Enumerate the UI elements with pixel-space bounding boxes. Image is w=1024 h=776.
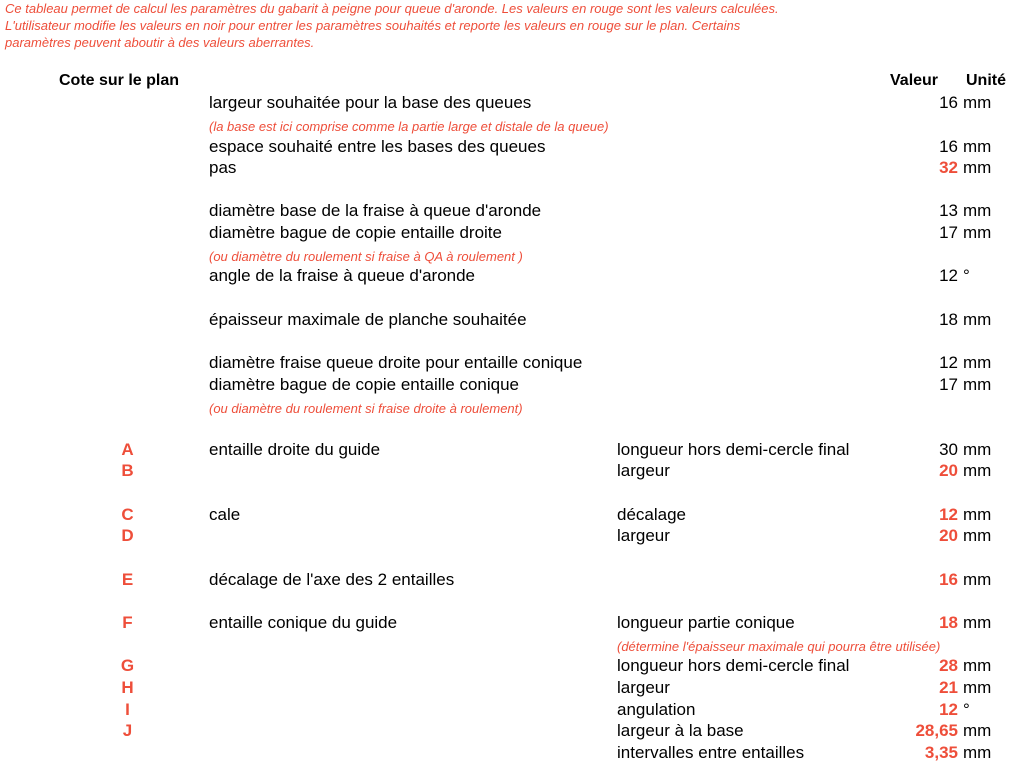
param-sublabel: intervalles entre entailles xyxy=(617,743,805,762)
table-row xyxy=(0,677,1024,699)
table-row xyxy=(0,655,1024,677)
param-sublabel: longueur hors demi-cercle final xyxy=(617,440,850,459)
param-value[interactable]: 16 xyxy=(939,93,958,112)
table-row xyxy=(0,265,1024,287)
param-unit: mm xyxy=(963,570,992,589)
note-base-definition: (la base est ici comprise comme la partie large et distale de la queue) xyxy=(209,119,609,134)
table-row xyxy=(0,504,1024,526)
param-value[interactable]: 12 xyxy=(939,266,958,285)
param-sublabel: décalage xyxy=(617,505,687,524)
plan-code: F xyxy=(122,613,133,632)
table-row xyxy=(0,699,1024,721)
param-value[interactable]: 17 xyxy=(939,223,958,242)
table-row xyxy=(0,136,1024,158)
param-label: entaille conique du guide xyxy=(209,613,398,632)
intro-line: Ce tableau permet de calcul les paramètres du gabarit à peigne pour queue d'aronde. Les valeurs en rouge sont les valeurs calculées. xyxy=(5,1,779,16)
param-unit: mm xyxy=(963,158,992,177)
param-value: 3,35 xyxy=(924,743,958,762)
param-value[interactable]: 12 xyxy=(939,353,958,372)
param-value[interactable]: 17 xyxy=(939,375,958,394)
param-label: diamètre bague de copie entaille conique xyxy=(209,375,520,394)
param-label: diamètre fraise queue droite pour entaille conique xyxy=(209,353,583,372)
table-row xyxy=(0,569,1024,591)
param-label: diamètre base de la fraise à queue d'aronde xyxy=(209,201,542,220)
header-valeur: Valeur xyxy=(890,72,939,89)
table-row xyxy=(0,742,1024,764)
param-label: décalage de l'axe des 2 entailles xyxy=(209,570,455,589)
param-unit: mm xyxy=(963,310,992,329)
header-cote: Cote sur le plan xyxy=(59,72,180,89)
table-row xyxy=(0,612,1024,634)
param-unit: mm xyxy=(963,461,992,480)
param-value: 16 xyxy=(939,570,958,589)
param-unit: mm xyxy=(963,137,992,156)
param-label: pas xyxy=(209,158,237,177)
table-row xyxy=(0,720,1024,742)
param-label: épaisseur maximale de planche souhaitée xyxy=(209,310,527,329)
param-sublabel: longueur hors demi-cercle final xyxy=(617,656,850,675)
param-unit: ° xyxy=(963,700,970,719)
plan-code: A xyxy=(121,440,134,459)
note-max-thickness: (détermine l'épaisseur maximale qui pourra être utilisée) xyxy=(617,639,941,654)
param-unit: mm xyxy=(963,93,992,112)
param-unit: mm xyxy=(963,613,992,632)
param-unit: mm xyxy=(963,505,992,524)
param-value[interactable]: 30 xyxy=(939,440,958,459)
param-unit: ° xyxy=(963,266,970,285)
param-value: 20 xyxy=(939,461,958,480)
table-row xyxy=(0,309,1024,331)
plan-code: D xyxy=(121,526,134,545)
param-unit: mm xyxy=(963,721,992,740)
param-unit: mm xyxy=(963,440,992,459)
plan-code: E xyxy=(121,570,134,589)
param-value[interactable]: 13 xyxy=(939,201,958,220)
note-bearing-qa: (ou diamètre du roulement si fraise à QA à roulement ) xyxy=(209,249,523,264)
table-row xyxy=(0,92,1024,114)
param-sublabel: largeur xyxy=(617,526,670,545)
param-label: espace souhaité entre les bases des queues xyxy=(209,137,546,156)
table-row xyxy=(0,200,1024,222)
param-sublabel: largeur xyxy=(617,461,670,480)
table-row xyxy=(0,460,1024,482)
param-label: cale xyxy=(209,505,241,524)
param-value[interactable]: 18 xyxy=(939,310,958,329)
param-value: 28 xyxy=(939,656,958,675)
intro-text xyxy=(5,0,905,51)
param-unit: mm xyxy=(963,201,992,220)
param-value: 20 xyxy=(939,526,958,545)
param-label: diamètre bague de copie entaille droite xyxy=(209,223,502,242)
intro-line: paramètres peuvent aboutir à des valeurs aberrantes. xyxy=(5,35,315,50)
param-value: 12 xyxy=(939,505,958,524)
param-value[interactable]: 16 xyxy=(939,137,958,156)
param-sublabel: longueur partie conique xyxy=(617,613,795,632)
header-unite: Unité xyxy=(966,72,1006,89)
param-unit: mm xyxy=(963,375,992,394)
intro-line: L'utilisateur modifie les valeurs en noir pour entrer les paramètres souhaités et reporte les valeurs en rouge sur le plan. Certains xyxy=(5,18,741,33)
table-row xyxy=(0,222,1024,244)
param-label: entaille droite du guide xyxy=(209,440,381,459)
param-label: angle de la fraise à queue d'aronde xyxy=(209,266,476,285)
plan-code: J xyxy=(122,721,133,740)
param-value: 21 xyxy=(939,678,958,697)
plan-code: C xyxy=(121,505,134,524)
param-value: 28,65 xyxy=(915,721,958,740)
table-row xyxy=(0,157,1024,179)
param-unit: mm xyxy=(963,743,992,762)
note-bearing-straight: (ou diamètre du roulement si fraise droite à roulement) xyxy=(209,401,523,416)
table-row xyxy=(0,374,1024,396)
plan-code: I xyxy=(125,700,130,719)
param-label: largeur souhaitée pour la base des queues xyxy=(209,93,532,112)
param-value: 32 xyxy=(939,158,958,177)
table-row xyxy=(0,439,1024,461)
param-unit: mm xyxy=(963,526,992,545)
param-value: 18 xyxy=(939,613,958,632)
table-row xyxy=(0,352,1024,374)
param-unit: mm xyxy=(963,678,992,697)
param-sublabel: largeur xyxy=(617,678,670,697)
param-unit: mm xyxy=(963,656,992,675)
param-unit: mm xyxy=(963,223,992,242)
table-row xyxy=(0,525,1024,547)
plan-code: B xyxy=(121,461,134,480)
param-unit: mm xyxy=(963,353,992,372)
param-value: 12 xyxy=(939,700,958,719)
plan-code: G xyxy=(120,656,135,675)
param-sublabel: angulation xyxy=(617,700,696,719)
plan-code: H xyxy=(121,678,134,697)
param-sublabel: largeur à la base xyxy=(617,721,744,740)
